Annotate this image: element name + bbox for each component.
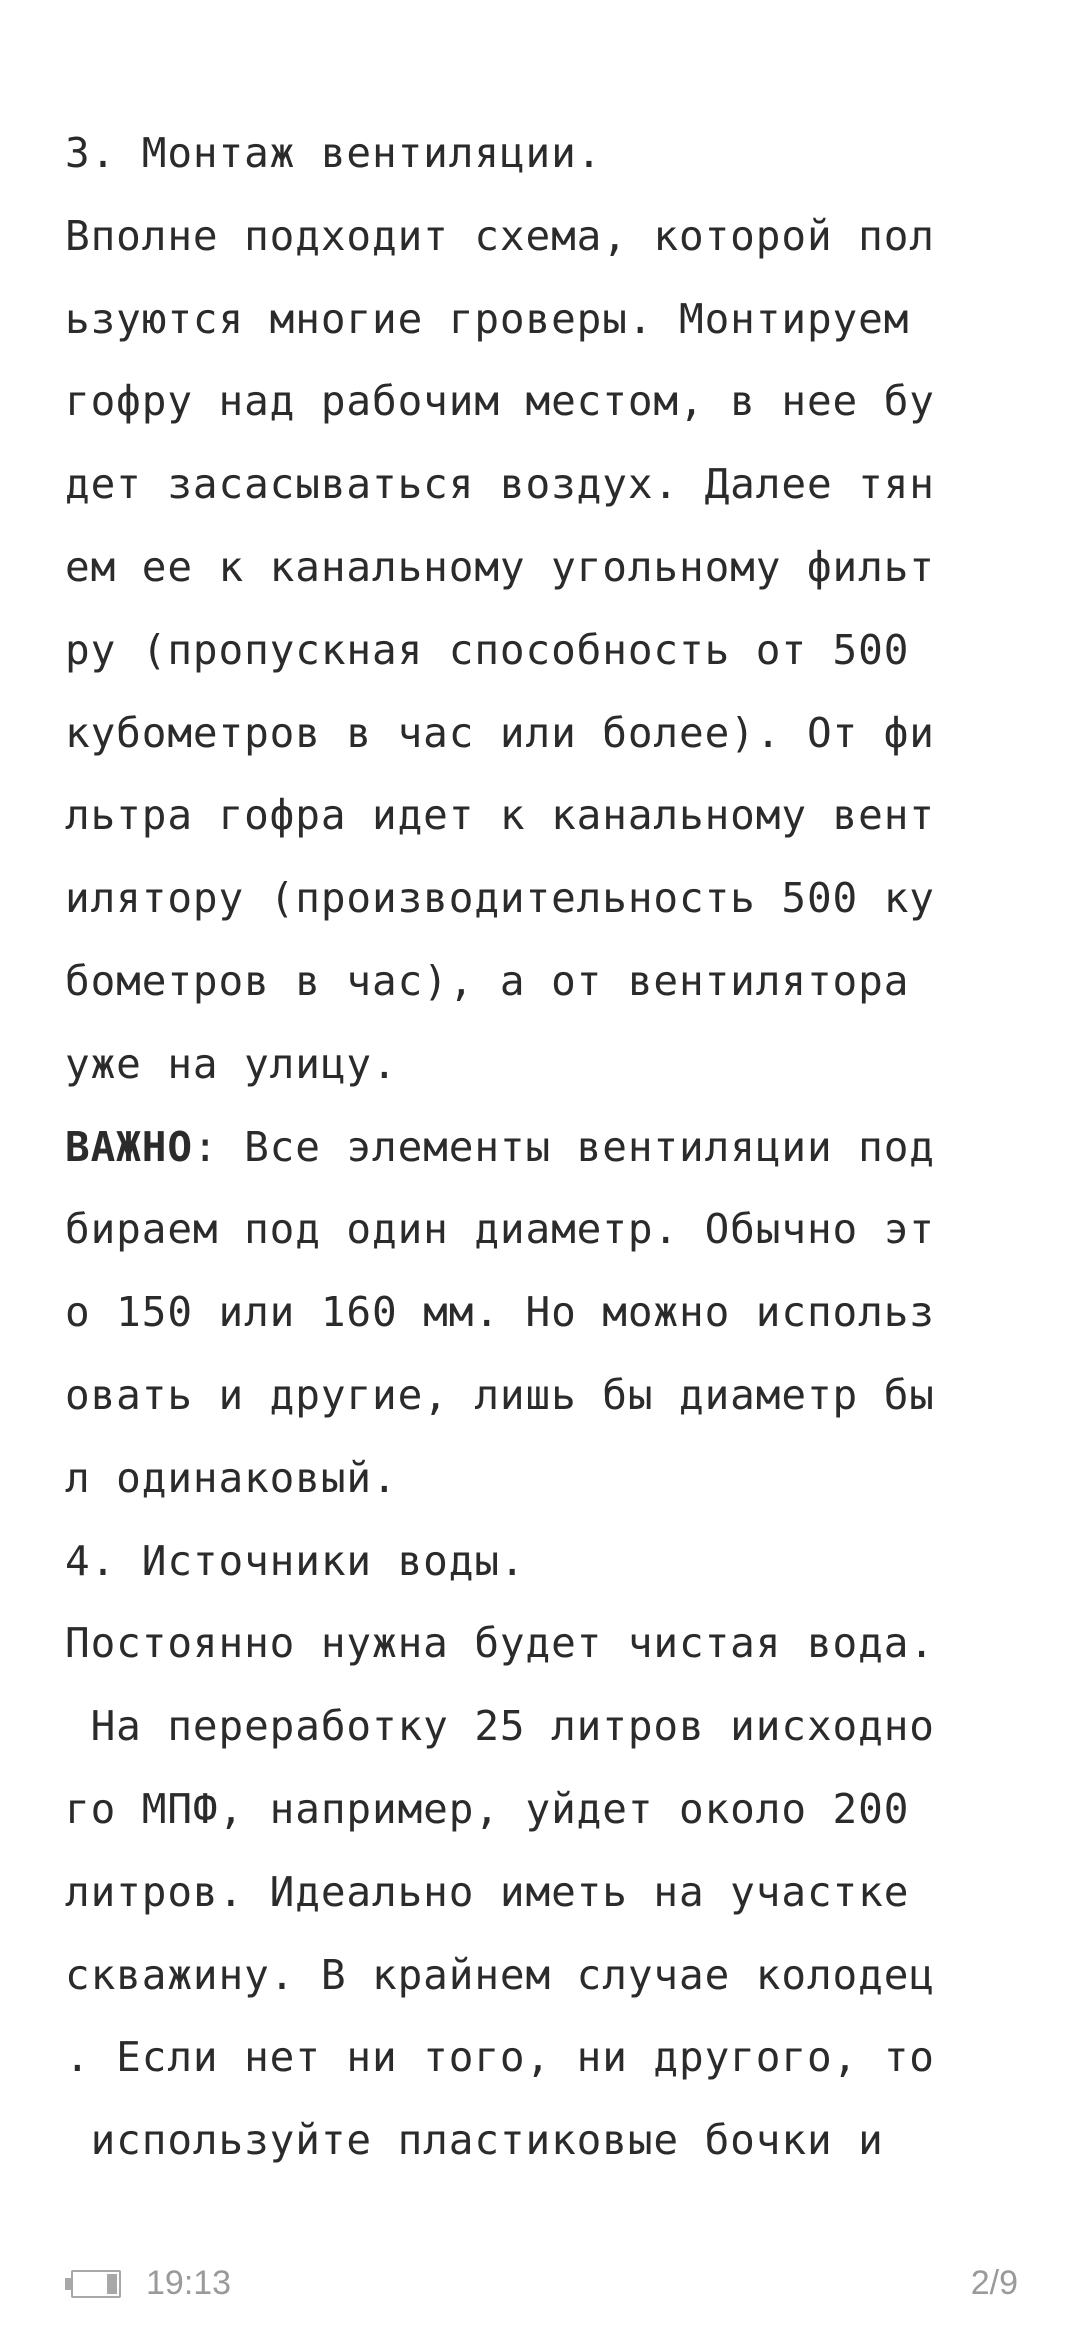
text-line [65,1354,1025,1437]
text-segment: овать и другие, лишь бы диаметр бы [65,1370,935,1419]
text-segment: уже на улицу. [65,1039,398,1088]
text-segment: На переработку 25 литров иисходно [65,1702,935,1751]
text-line [65,1437,1025,1520]
text-line [65,1934,1025,2017]
text-line [65,526,1025,609]
text-line [65,195,1025,278]
text-segment: гофру над рабочим местом, в нее бу [65,377,935,426]
text-line [65,443,1025,526]
page-counter: 2/9 [970,2264,1018,2302]
text-line [65,774,1025,857]
text-line [65,1023,1025,1106]
text-segment: . Если нет ни того, ни другого, то [65,2033,935,2082]
text-line [65,278,1025,361]
text-line [65,1271,1025,1354]
battery-icon [65,2270,123,2300]
text-segment: 3. Монтаж вентиляции. [65,129,603,177]
text-segment: литров. Идеально иметь на участке [65,1867,935,1916]
text-line [65,940,1025,1023]
text-line [65,1188,1025,1271]
text-segment: Постоянно нужна будет чистая вода. [65,1619,935,1668]
text-segment: бометров в час), а от вентилятора [65,956,935,1005]
text-segment: 4. Источники воды. [65,1536,526,1585]
bold-text-segment: ВАЖНО [65,1122,193,1171]
text-segment: льтра гофра идет к канальному вент [65,791,935,840]
clock: 19:13 [146,2264,232,2302]
text-line [65,609,1025,692]
text-line [65,2099,1025,2182]
text-segment: Вполне подходит схема, которой пол [65,211,935,260]
book-text [65,112,1025,2182]
text-line [65,1520,1025,1603]
text-segment: ру (пропускная способность от 500 [65,625,935,674]
text-segment: го МПФ, например, уйдет около 200 [65,1784,935,1833]
text-segment: ьзуются многие гроверы. Монтируем [65,294,935,343]
text-segment: о 150 или 160 мм. Но можно использ [65,1288,935,1337]
text-line [65,360,1025,443]
text-segment: ем ее к канальному угольному фильт [65,542,935,591]
text-line [65,1768,1025,1851]
text-segment: бираем под один диаметр. Обычно эт [65,1205,935,1254]
text-line [65,857,1025,940]
text-line [65,2016,1025,2099]
text-segment: дет засасываться воздух. Далее тян [65,460,935,509]
text-line [65,112,1025,195]
text-line [65,1106,1025,1189]
text-line [65,1685,1025,1768]
text-segment: скважину. В крайнем случае колодец [65,1950,935,1999]
text-line [65,692,1025,775]
text-line [65,1602,1025,1685]
text-segment: илятору (производительность 500 ку [65,874,935,923]
text-segment: используйте пластиковые бочки и [65,2116,884,2165]
text-segment: кубометров в час или более). От фи [65,708,935,757]
text-line [65,1851,1025,1934]
text-segment: : Все элементы вентиляции под [192,1122,935,1171]
status-bar [0,2262,1080,2312]
text-segment: л одинаковый. [65,1453,398,1502]
